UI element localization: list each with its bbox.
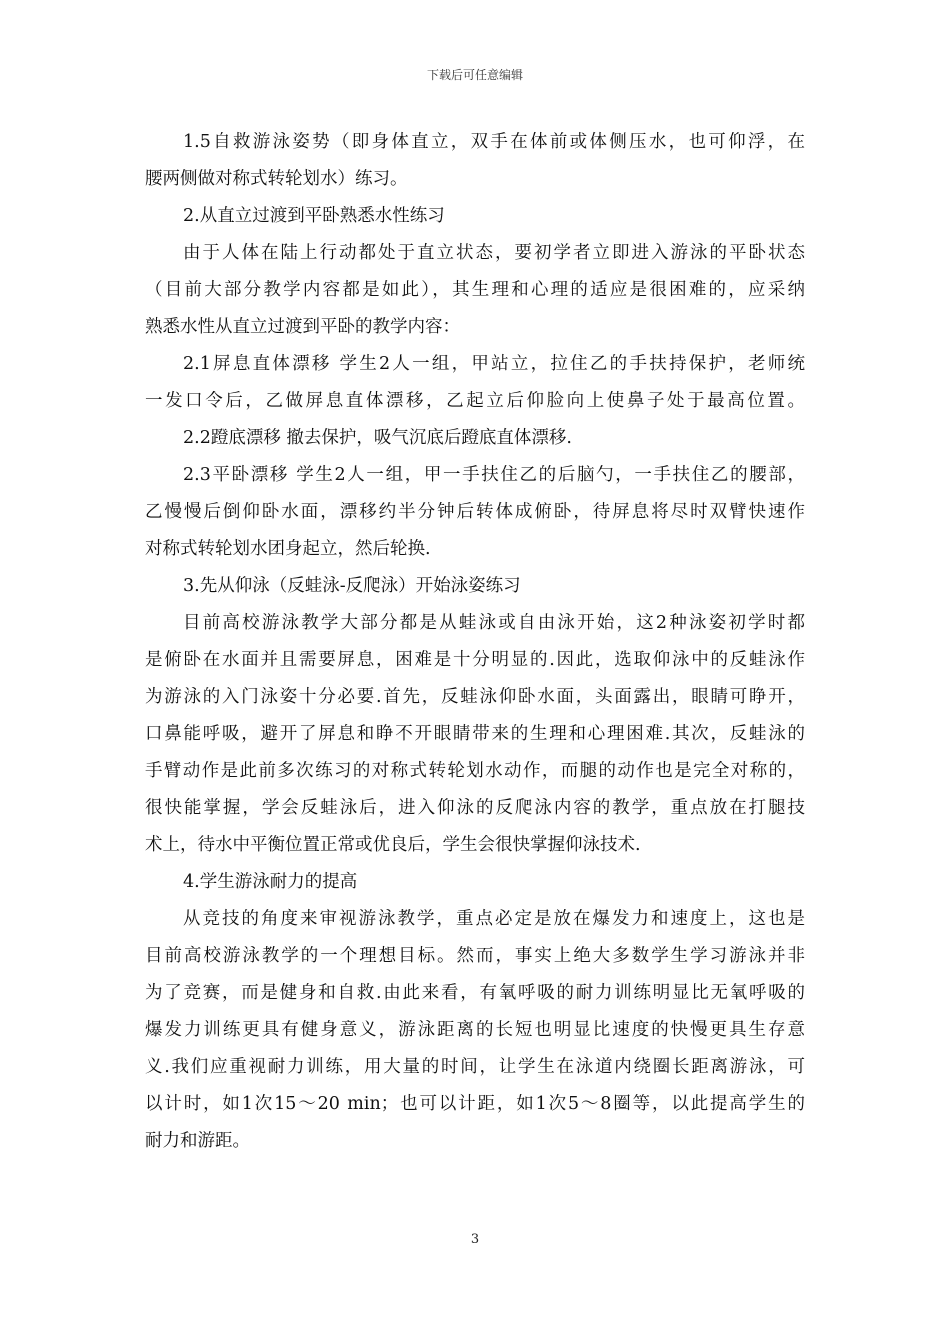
text-line: 乙慢慢后倒仰卧水面，漂移约半分钟后转体成俯卧，待屏息将尽时双臂快速作 <box>145 502 805 522</box>
text-line: 目前高校游泳教学大部分都是从蛙泳或自由泳开始，这2种泳姿初学时都 <box>183 613 805 633</box>
section-heading: 2.从直立过渡到平卧熟悉水性练习 <box>183 206 445 226</box>
text-line: 义.我们应重视耐力训练，用大量的时间，让学生在泳道内绕圈长距离游泳，可 <box>145 1057 805 1077</box>
text-line: 从竞技的角度来审视游泳教学，重点必定是放在爆发力和速度上，这也是 <box>183 909 805 929</box>
text-line: （目前大部分教学内容都是如此），其生理和心理的适应是很困难的，应采纳 <box>145 280 805 300</box>
text-line: 目前高校游泳教学的一个理想目标。然而，事实上绝大多数学生学习游泳并非 <box>145 946 805 966</box>
text-line: 2.3平卧漂移 学生2人一组，甲一手扶住乙的后脑勺，一手扶住乙的腰部， <box>183 465 805 485</box>
text-line: 耐力和游距。 <box>145 1131 250 1151</box>
text-line: 1.5自救游泳姿势（即身体直立，双手在体前或体侧压水，也可仰浮，在 <box>183 132 805 152</box>
text-line: 由于人体在陆上行动都处于直立状态，要初学者立即进入游泳的平卧状态 <box>183 243 805 263</box>
text-line: 一发口令后，乙做屏息直体漂移，乙起立后仰脸向上使鼻子处于最高位置。 <box>145 391 805 411</box>
page-number: 3 <box>470 1232 480 1247</box>
text-line: 熟悉水性从直立过渡到平卧的教学内容： <box>145 317 460 337</box>
document-body <box>145 124 805 1160</box>
text-line: 很快能掌握，学会反蛙泳后，进入仰泳的反爬泳内容的教学，重点放在打腿技 <box>145 798 805 818</box>
text-line: 为游泳的入门泳姿十分必要.首先，反蛙泳仰卧水面，头面露出，眼睛可睁开， <box>145 687 805 707</box>
section-heading: 3.先从仰泳（反蛙泳-反爬泳）开始泳姿练习 <box>183 576 521 596</box>
text-line: 是俯卧在水面并且需要屏息，困难是十分明显的.因此，选取仰泳中的反蛙泳作 <box>145 650 805 670</box>
text-line: 为了竞赛，而是健身和自救.由此来看，有氧呼吸的耐力训练明显比无氧呼吸的 <box>145 983 805 1003</box>
text-line: 2.2蹬底漂移 撤去保护，吸气沉底后蹬底直体漂移. <box>183 428 572 448</box>
text-line: 爆发力训练更具有健身意义，游泳距离的长短也明显比速度的快慢更具生存意 <box>145 1020 805 1040</box>
text-line: 对称式转轮划水团身起立，然后轮换. <box>145 539 431 559</box>
text-line: 2.1屏息直体漂移 学生2人一组，甲站立，拉住乙的手扶持保护，老师统 <box>183 354 805 374</box>
page-header: 下载后可任意编辑 <box>426 68 523 82</box>
text-line: 腰两侧做对称式转轮划水）练习。 <box>145 169 408 189</box>
text-line: 以计时，如1次15～20 min；也可以计距，如1次5～8圈等，以此提高学生的 <box>145 1094 805 1114</box>
text-line: 手臂动作是此前多次练习的对称式转轮划水动作，而腿的动作也是完全对称的， <box>145 761 805 781</box>
section-heading: 4.学生游泳耐力的提高 <box>183 872 358 892</box>
text-line: 口鼻能呼吸，避开了屏息和睁不开眼睛带来的生理和心理困难.其次，反蛙泳的 <box>145 724 805 744</box>
text-line: 术上，待水中平衡位置正常或优良后，学生会很快掌握仰泳技术. <box>145 835 641 855</box>
